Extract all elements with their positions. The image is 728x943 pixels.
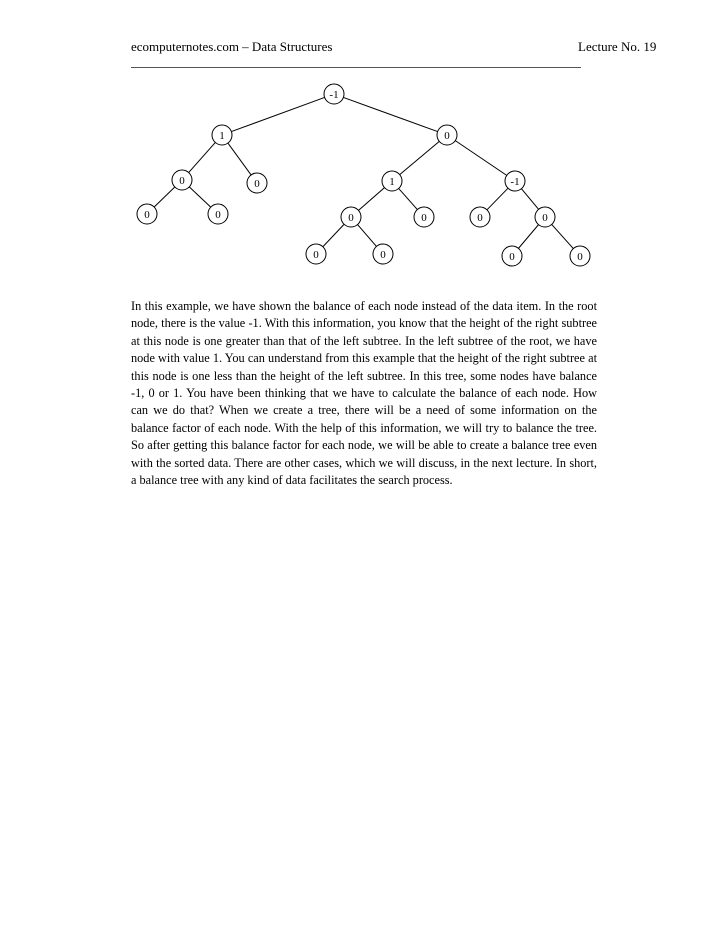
tree-node-label: 1	[219, 130, 225, 142]
tree-node-label: 0	[509, 251, 515, 263]
tree-node-n2a1b	[373, 244, 393, 264]
tree-node-n1b	[247, 173, 267, 193]
tree-edge-n2b2-n2b2a	[518, 225, 538, 249]
tree-node-label: -1	[510, 176, 520, 188]
tree-node-n2b2a	[502, 246, 522, 266]
tree-node-label: 0	[380, 249, 386, 261]
tree-node-label: 0	[444, 130, 450, 142]
tree-node-label: 0	[215, 209, 221, 221]
tree-node-label: 0	[577, 251, 583, 263]
tree-node-n1a2	[208, 204, 228, 224]
tree-node-label: 0	[179, 175, 185, 187]
tree-edge-n2a1-n2a1b	[358, 225, 377, 247]
tree-edge-n1-n1a	[189, 142, 216, 172]
tree-node-n2b1	[470, 207, 490, 227]
tree-node-label: 1	[389, 176, 395, 188]
tree-node-label: 0	[254, 178, 260, 190]
tree-edge-n1-n1b	[228, 143, 251, 175]
tree-edge-n2a-n2a1	[359, 188, 385, 211]
tree-node-label: 0	[542, 212, 548, 224]
header-site-title: ecomputernotes.com – Data Structures	[131, 39, 333, 54]
tree-edge-n2a-n2a2	[399, 188, 418, 209]
header-lecture-number: Lecture No. 19	[578, 39, 657, 54]
tree-edge-root-n1	[231, 97, 324, 131]
tree-node-label: 0	[348, 212, 354, 224]
tree-node-label: -1	[329, 89, 339, 101]
tree-edge-n1a-n1a1	[154, 187, 175, 207]
tree-node-n2a1a	[306, 244, 326, 264]
tree-node-label: 0	[144, 209, 150, 221]
tree-edge-n1a-n1a2	[189, 187, 210, 207]
tree-node-n2b2	[535, 207, 555, 227]
tree-edge-n2-n2a	[400, 141, 440, 174]
tree-edge-n2b2-n2b2b	[552, 224, 574, 248]
tree-edge-root-n2	[343, 97, 437, 131]
body-paragraph: In this example, we have shown the balance of each node instead of the data item. In the root node, there is the value -1. With this information, you know that the height of the right subtree at this node is one greater than that of the left subtree. In the left subtree of the root, we have node with value 1. You can understand from this example that the height of the right subtree at this node is one less than the height of the left subtree. In this tree, some nodes have balance -1, 0 or 1. You have been thinking that we have to calculate the balance of each node. How can we do that? When we create a tree, there will be a need of some information on the balance factor of each node. With the help of this information, we will try to balance the tree. So after getting this balance factor for each node, we will be able to create a balance tree even with the sorted data. There are other cases, which we will discuss, in the next lecture. In short, a balance tree with any kind of data facilitates the search process.	[131, 299, 597, 488]
tree-node-n2a2	[414, 207, 434, 227]
tree-edge-n2b-n2b1	[487, 188, 508, 210]
tree-node-n1a1	[137, 204, 157, 224]
tree-edge-n2a1-n2a1a	[323, 224, 344, 246]
avl-balance-tree-diagram	[0, 0, 728, 290]
tree-node-n2	[437, 125, 457, 145]
tree-node-label: 0	[313, 249, 319, 261]
tree-node-n1a	[172, 170, 192, 190]
tree-edge-n2-n2b	[455, 141, 506, 176]
tree-node-label: 0	[421, 212, 427, 224]
tree-node-n2a	[382, 171, 402, 191]
tree-node-label: 0	[477, 212, 483, 224]
tree-node-n2a1	[341, 207, 361, 227]
tree-node-n1	[212, 125, 232, 145]
tree-node-n2b	[505, 171, 525, 191]
tree-node-root	[324, 84, 344, 104]
tree-node-n2b2b	[570, 246, 590, 266]
tree-edge-n2b-n2b2	[521, 189, 538, 210]
